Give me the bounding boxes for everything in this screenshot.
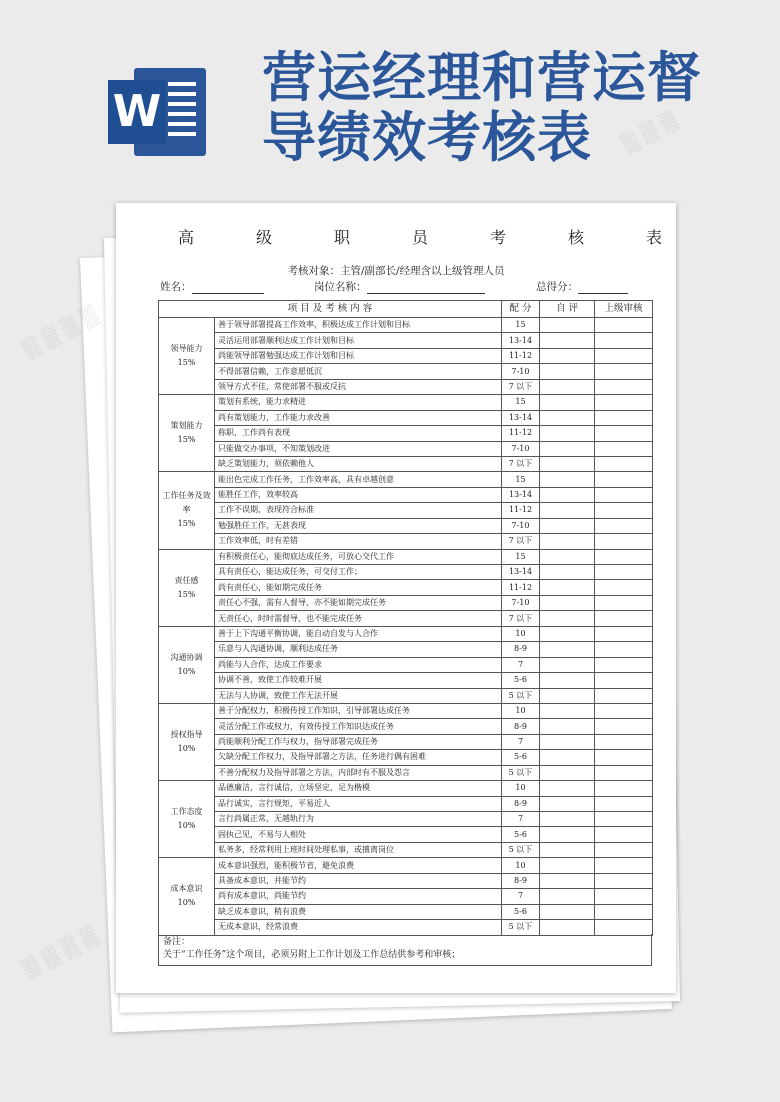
superior-score-cell[interactable] [595, 673, 653, 688]
criterion-text: 灵活运用部署顺利达成工作计划和目标 [215, 333, 502, 348]
self-score-cell[interactable] [540, 549, 595, 564]
table-row [159, 920, 653, 935]
score-range: 13-14 [502, 487, 540, 502]
criterion-text: 无成本意识，经常浪费 [215, 920, 502, 935]
score-range: 8-9 [502, 796, 540, 811]
category-name: 授权指导 [170, 730, 203, 740]
score-range: 10 [502, 781, 540, 796]
self-score-cell[interactable] [540, 318, 595, 333]
superior-score-cell[interactable] [595, 518, 653, 533]
table-row [159, 750, 653, 765]
self-score-cell[interactable] [540, 472, 595, 487]
table-row [159, 549, 653, 564]
score-range: 7-10 [502, 518, 540, 533]
score-range: 13-14 [502, 565, 540, 580]
self-score-cell[interactable] [540, 441, 595, 456]
header-superior: 上级审核 [595, 301, 653, 318]
table-row [159, 688, 653, 703]
superior-score-cell[interactable] [595, 456, 653, 471]
superior-score-cell[interactable] [595, 719, 653, 734]
table-row [159, 719, 653, 734]
criterion-text: 尚能领导部署勉强达成工作计划和目标 [215, 348, 502, 363]
self-score-cell[interactable] [540, 796, 595, 811]
score-range: 5-6 [502, 827, 540, 842]
table-row [159, 441, 653, 456]
watermark: ▒ ▒ ▒ [617, 107, 682, 157]
superior-score-cell[interactable] [595, 426, 653, 441]
category-cell [159, 472, 215, 549]
self-score-cell[interactable] [540, 812, 595, 827]
superior-score-cell[interactable] [595, 842, 653, 857]
self-score-cell[interactable] [540, 920, 595, 935]
category-cell [159, 626, 215, 703]
criterion-text: 具备成本意识，并能节约 [215, 873, 502, 888]
position-label: 岗位名称： [314, 281, 367, 293]
score-range: 7 [502, 657, 540, 672]
superior-score-cell[interactable] [595, 920, 653, 935]
self-score-cell[interactable] [540, 750, 595, 765]
self-score-cell[interactable] [540, 734, 595, 749]
criterion-text: 有积极责任心，能彻底达成任务，可放心交代工作 [215, 549, 502, 564]
superior-score-cell[interactable] [595, 750, 653, 765]
criterion-text: 乐意与人沟通协调，顺利达成任务 [215, 642, 502, 657]
self-score-cell[interactable] [540, 765, 595, 780]
superior-score-cell[interactable] [595, 858, 653, 873]
table-row [159, 904, 653, 919]
score-range: 8-9 [502, 719, 540, 734]
superior-score-cell[interactable] [595, 703, 653, 718]
self-score-cell[interactable] [540, 842, 595, 857]
superior-score-cell[interactable] [595, 487, 653, 502]
criterion-text: 尚能与人合作，达成工作要求 [215, 657, 502, 672]
remarks-text: 关于“工作任务”这个项目，必须另附上工作计划及工作总结供参考和审核； [163, 950, 461, 960]
self-score-cell[interactable] [540, 642, 595, 657]
score-range: 11-12 [502, 426, 540, 441]
table-row [159, 595, 653, 610]
header-item: 项 目 及 考 核 内 容 [159, 301, 502, 318]
self-score-cell[interactable] [540, 657, 595, 672]
header-self: 自 评 [540, 301, 595, 318]
table-row [159, 318, 653, 333]
table-row [159, 626, 653, 641]
score-range: 10 [502, 858, 540, 873]
criterion-text: 欠缺分配工作权力，及指导部署之方法，任务进行偶有困难 [215, 750, 502, 765]
superior-score-cell[interactable] [595, 796, 653, 811]
score-range: 11-12 [502, 348, 540, 363]
table-row [159, 395, 653, 410]
self-score-cell[interactable] [540, 688, 595, 703]
superior-score-cell[interactable] [595, 642, 653, 657]
category-weight: 10% [177, 744, 196, 754]
self-score-cell[interactable] [540, 580, 595, 595]
name-label: 姓名： [160, 281, 192, 293]
criterion-text: 无法与人协调，致使工作无法开展 [215, 688, 502, 703]
table-row [159, 379, 653, 394]
criterion-text: 只能做交办事项，不知策划改进 [215, 441, 502, 456]
score-range: 7-10 [502, 441, 540, 456]
name-field [160, 279, 264, 294]
category-name: 领导能力 [170, 344, 203, 354]
score-range: 11-12 [502, 580, 540, 595]
remarks-label: 备注： [163, 937, 191, 947]
table-row [159, 472, 653, 487]
category-cell [159, 549, 215, 626]
score-range: 5-6 [502, 750, 540, 765]
category-weight: 15% [177, 589, 196, 599]
score-range: 13-14 [502, 333, 540, 348]
table-row [159, 858, 653, 873]
page-title [262, 48, 762, 168]
superior-score-cell[interactable] [595, 333, 653, 348]
position-field [314, 279, 485, 294]
superior-score-cell[interactable] [595, 410, 653, 425]
table-row [159, 565, 653, 580]
criterion-text: 策划有系统，能力求精进 [215, 395, 502, 410]
page-title-line1: 营运经理和营运督 [262, 46, 702, 109]
table-row [159, 734, 653, 749]
criterion-text: 尚有策划能力，工作能力求改善 [215, 410, 502, 425]
superior-score-cell[interactable] [595, 812, 653, 827]
criterion-text: 协调不善，致使工作较难开展 [215, 673, 502, 688]
criterion-text: 私务多，经常利用上班时间处理私事，或擅离岗位 [215, 842, 502, 857]
table-row [159, 456, 653, 471]
category-name: 策划能力 [170, 421, 203, 431]
superior-score-cell[interactable] [595, 889, 653, 904]
score-range: 11-12 [502, 503, 540, 518]
self-score-cell[interactable] [540, 781, 595, 796]
table-row [159, 503, 653, 518]
banner [0, 0, 780, 200]
superior-score-cell[interactable] [595, 873, 653, 888]
self-score-cell[interactable] [540, 611, 595, 626]
criterion-text: 不得部署信赖，工作意愿低沉 [215, 364, 502, 379]
self-score-cell[interactable] [540, 395, 595, 410]
name-blank [192, 282, 264, 294]
superior-score-cell[interactable] [595, 781, 653, 796]
criterion-text: 领导方式不佳，常使部署不服或反抗 [215, 379, 502, 394]
category-cell [159, 318, 215, 395]
score-range: 5-6 [502, 904, 540, 919]
superior-score-cell[interactable] [595, 611, 653, 626]
document-sheet [116, 203, 725, 993]
self-score-cell[interactable] [540, 487, 595, 502]
score-range: 15 [502, 472, 540, 487]
table-row [159, 611, 653, 626]
self-score-cell[interactable] [540, 518, 595, 533]
criterion-text: 尚有成本意识，尚能节约 [215, 889, 502, 904]
score-range: 7 [502, 889, 540, 904]
table-row [159, 796, 653, 811]
criterion-text: 品行诚实，言行规矩，平易近人 [215, 796, 502, 811]
table-row [159, 673, 653, 688]
word-doc-icon [108, 68, 208, 156]
score-range: 5 以下 [502, 765, 540, 780]
self-score-cell[interactable] [540, 456, 595, 471]
table-row [159, 333, 653, 348]
score-range: 7 以下 [502, 379, 540, 394]
self-score-cell[interactable] [540, 889, 595, 904]
self-score-cell[interactable] [540, 565, 595, 580]
table-row [159, 873, 653, 888]
total-score-label: 总得分： [536, 281, 578, 293]
category-weight: 10% [177, 898, 196, 908]
superior-score-cell[interactable] [595, 595, 653, 610]
table-row [159, 534, 653, 549]
category-weight: 10% [177, 666, 196, 676]
superior-score-cell[interactable] [595, 318, 653, 333]
criterion-text: 固执己见，不易与人相处 [215, 827, 502, 842]
criterion-text: 善于上下沟通平衡协调，能自动自发与人合作 [215, 626, 502, 641]
remarks-box [158, 934, 652, 966]
self-score-cell[interactable] [540, 410, 595, 425]
superior-score-cell[interactable] [595, 472, 653, 487]
superior-score-cell[interactable] [595, 503, 653, 518]
self-score-cell[interactable] [540, 873, 595, 888]
criterion-text: 缺乏成本意识，稍有浪费 [215, 904, 502, 919]
self-score-cell[interactable] [540, 503, 595, 518]
score-range: 15 [502, 549, 540, 564]
self-score-cell[interactable] [540, 379, 595, 394]
category-weight: 10% [177, 821, 196, 831]
superior-score-cell[interactable] [595, 688, 653, 703]
score-range: 15 [502, 318, 540, 333]
score-range: 7-10 [502, 364, 540, 379]
score-range: 7 [502, 812, 540, 827]
criterion-text: 缺乏策划能力，须依赖他人 [215, 456, 502, 471]
superior-score-cell[interactable] [595, 565, 653, 580]
superior-score-cell[interactable] [595, 765, 653, 780]
score-range: 5 以下 [502, 920, 540, 935]
form-title: 高级职员考核表 [178, 228, 725, 247]
score-range: 15 [502, 395, 540, 410]
criterion-text: 成本意识强烈，能积极节省，避免浪费 [215, 858, 502, 873]
criterion-text: 工作不误期，表现符合标准 [215, 503, 502, 518]
superior-score-cell[interactable] [595, 348, 653, 363]
table-row [159, 410, 653, 425]
score-range: 5 以下 [502, 842, 540, 857]
table-row [159, 487, 653, 502]
superior-score-cell[interactable] [595, 534, 653, 549]
self-score-cell[interactable] [540, 827, 595, 842]
criterion-text: 品德廉洁，言行诚信，立场坚定，足为楷模 [215, 781, 502, 796]
watermark: ▒ ▒ ▒ ▒ [19, 302, 102, 362]
criterion-text: 勉强胜任工作，无甚表现 [215, 518, 502, 533]
table-row [159, 703, 653, 718]
score-range: 7-10 [502, 595, 540, 610]
criterion-text: 尚能顺利分配工作与权力，指导部署完成任务 [215, 734, 502, 749]
self-score-cell[interactable] [540, 703, 595, 718]
self-score-cell[interactable] [540, 626, 595, 641]
score-range: 7 以下 [502, 611, 540, 626]
self-score-cell[interactable] [540, 534, 595, 549]
criterion-text: 无责任心，时时需督导，也不能完成任务 [215, 611, 502, 626]
page-title-line2: 导绩效考核表 [262, 106, 592, 169]
score-range: 8-9 [502, 873, 540, 888]
table-row [159, 518, 653, 533]
superior-score-cell[interactable] [595, 580, 653, 595]
superior-score-cell[interactable] [595, 549, 653, 564]
score-range: 5 以下 [502, 688, 540, 703]
superior-score-cell[interactable] [595, 364, 653, 379]
score-range: 5-6 [502, 673, 540, 688]
total-score-blank [578, 282, 628, 294]
score-range: 10 [502, 703, 540, 718]
score-range: 7 [502, 734, 540, 749]
score-range: 7 以下 [502, 456, 540, 471]
word-letter: W [108, 80, 166, 144]
table-row [159, 842, 653, 857]
table-row [159, 580, 653, 595]
superior-score-cell[interactable] [595, 395, 653, 410]
criterion-text: 能胜任工作，效率较高 [215, 487, 502, 502]
category-weight: 15% [177, 519, 196, 529]
table-row [159, 657, 653, 672]
header-score: 配 分 [502, 301, 540, 318]
criterion-text: 工作效率低，时有差错 [215, 534, 502, 549]
watermark: ▒ ▒ ▒ ▒ [19, 922, 102, 982]
self-score-cell[interactable] [540, 673, 595, 688]
superior-score-cell[interactable] [595, 734, 653, 749]
self-score-cell[interactable] [540, 364, 595, 379]
category-weight: 15% [177, 435, 196, 445]
category-name: 沟通协调 [170, 652, 203, 662]
score-range: 7 以下 [502, 534, 540, 549]
category-cell [159, 703, 215, 780]
superior-score-cell[interactable] [595, 904, 653, 919]
criterion-text: 善于分配权力，积极传授工作知识，引导部署达成任务 [215, 703, 502, 718]
category-cell [159, 395, 215, 472]
score-range: 13-14 [502, 410, 540, 425]
criterion-text: 称职，工作尚有表现 [215, 426, 502, 441]
superior-score-cell[interactable] [595, 441, 653, 456]
criterion-text: 不善分配权力及指导部署之方法，内部时有不服及怨言 [215, 765, 502, 780]
superior-score-cell[interactable] [595, 379, 653, 394]
table-row [159, 348, 653, 363]
score-range: 8-9 [502, 642, 540, 657]
self-score-cell[interactable] [540, 426, 595, 441]
category-weight: 15% [177, 358, 196, 368]
self-score-cell[interactable] [540, 719, 595, 734]
table-row [159, 889, 653, 904]
assessment-table [158, 300, 653, 936]
self-score-cell[interactable] [540, 333, 595, 348]
table-row [159, 426, 653, 441]
assessment-target: 考核对象：主管/副部长/经理含以上级管理人员 [287, 265, 505, 277]
criterion-text: 能出色完成工作任务，工作效率高，具有卓越创意 [215, 472, 502, 487]
criterion-text: 责任心不强，需有人督导，亦不能如期完成任务 [215, 595, 502, 610]
category-name: 责任感 [174, 575, 199, 585]
table-row [159, 642, 653, 657]
category-cell [159, 781, 215, 858]
criterion-text: 尚有责任心，能如期完成任务 [215, 580, 502, 595]
category-name: 成本意识 [170, 884, 203, 894]
category-name: 工作态度 [170, 807, 203, 817]
total-score-field [536, 279, 628, 294]
superior-score-cell[interactable] [595, 827, 653, 842]
self-score-cell[interactable] [540, 595, 595, 610]
criterion-text: 善于领导部署提高工作效率，积极达成工作计划和目标 [215, 318, 502, 333]
category-name: 工作任务及效率 [162, 491, 211, 515]
table-header-row [159, 301, 653, 318]
table-row [159, 827, 653, 842]
self-score-cell[interactable] [540, 904, 595, 919]
position-blank [367, 282, 485, 294]
table-row [159, 765, 653, 780]
category-cell [159, 858, 215, 935]
self-score-cell[interactable] [540, 858, 595, 873]
table-row [159, 812, 653, 827]
score-range: 10 [502, 626, 540, 641]
superior-score-cell[interactable] [595, 626, 653, 641]
table-row [159, 364, 653, 379]
superior-score-cell[interactable] [595, 657, 653, 672]
criterion-text: 灵活分配工作或权力，有效传授工作知识达成任务 [215, 719, 502, 734]
criterion-text: 具有责任心，能达成任务，可交付工作； [215, 565, 502, 580]
self-score-cell[interactable] [540, 348, 595, 363]
criterion-text: 言行尚属正常，无越轨行为 [215, 812, 502, 827]
table-row [159, 781, 653, 796]
